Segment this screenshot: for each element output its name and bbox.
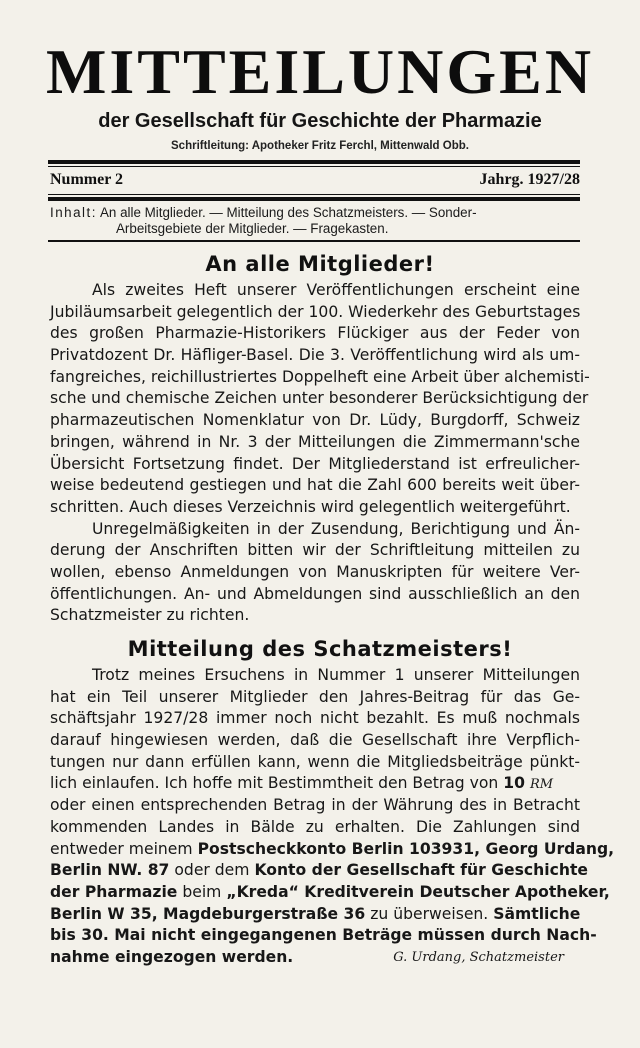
- text-segment: zu überweisen.: [370, 904, 489, 923]
- editor-line: Schriftleitung: Apotheker Fritz Ferchl, Mittenwald Obb.: [171, 140, 469, 152]
- signature: G. Urdang, Schatzmeister: [393, 949, 564, 965]
- text-line: Übersicht Fortsetzung findet. Der Mitgliederstand ist erfreulicher-: [50, 454, 580, 473]
- text-line: hat ein Teil unserer Mitglieder den Jahres-Beitrag für das Ge-: [50, 687, 580, 706]
- text-line: bringen, während in Nr. 3 der Mitteilungen die Zimmermann'sche: [50, 432, 580, 451]
- section-heading: Mitteilung des Schatzmeisters!: [127, 637, 513, 661]
- text-line: [50, 839, 615, 861]
- text-line: derung der Anschriften bitten wir der Schriftleitung mitteilen zu: [50, 541, 580, 560]
- text-line: Trotz meines Ersuchens in Nummer 1 unserer Mitteilungen: [92, 666, 580, 684]
- text-segment: nahme eingezogen werden.: [50, 947, 294, 966]
- text-line: wollen, ebenso Anmeldungen von Manuskripten für weitere Ver-: [50, 562, 580, 581]
- issue-number: Nummer 2: [50, 171, 124, 188]
- text-line: oder einen entsprechenden Betrag in der Währung des in Betracht: [50, 796, 580, 815]
- text-line: des großen Pharmazie-Historikers Flückiger aus der Feder von: [50, 324, 580, 343]
- text-line: kommenden Landes in Bälde zu erhalten. Die Zahlungen sind: [50, 817, 580, 836]
- account-line: Konto der Gesellschaft für Geschichte: [254, 861, 588, 880]
- bank-line: „Kreda“ Kreditverein Deutscher Apotheker,: [226, 882, 610, 901]
- masthead-title: MITTEILUNGEN: [45, 36, 595, 107]
- section-body: [50, 280, 590, 627]
- issue-year: Jahrg. 1927/28: [479, 171, 580, 188]
- text-line: schäftsjahr 1927/28 immer noch nicht bezahlt. Es muß nochmals: [50, 709, 580, 728]
- address-segment: Berlin W 35, Magdeburgerstraße 36: [50, 904, 366, 923]
- text-line: darauf hingewiesen werden, daß die Gesellschaft ihre Verpflich-: [50, 731, 580, 750]
- text-line: Schatzmeister zu richten.: [50, 606, 250, 625]
- rule-mid-thin: [48, 194, 580, 195]
- text-line: weise bedeutend gestiegen und hat die Zahl 600 bereits weit über-: [50, 476, 580, 495]
- text-line: [50, 904, 580, 926]
- text-line: fangreiches, reichillustriertes Doppelheft eine Arbeit über alchemisti-: [50, 367, 590, 386]
- rule-contents: [48, 240, 580, 242]
- text-line: bis 30. Mai nicht eingegangenen Beträge müssen durch Nach-: [50, 926, 597, 945]
- closing-line: [50, 947, 580, 969]
- table-of-contents: [50, 205, 580, 237]
- text-line: öffentlichungen. An- und Abmeldungen sind ausschließlich an den: [50, 584, 580, 603]
- text-line: [50, 882, 610, 904]
- address-segment: Berlin NW. 87: [50, 861, 170, 880]
- text-segment: Sämtliche: [493, 904, 581, 923]
- text-line: schritten. Auch dieses Verzeichnis wird gelegentlich weitergeführt.: [50, 497, 571, 516]
- text-line: [50, 773, 580, 795]
- rule-top-thin: [48, 166, 580, 167]
- currency-symbol: RM: [529, 777, 554, 793]
- text-line: Als zweites Heft unserer Veröffentlichungen erscheint eine: [92, 281, 580, 299]
- masthead-subtitle: der Gesellschaft für Geschichte der Pharmazie: [98, 110, 542, 132]
- rule-top: [48, 160, 580, 164]
- text-line: Unregelmäßigkeiten in der Zusendung, Berichtigung und Än-: [92, 519, 580, 538]
- contents-line: Arbeitsgebiete der Mitglieder. — Fragekasten.: [116, 221, 389, 236]
- amount: 10: [503, 774, 525, 793]
- contents-line: An alle Mitglieder. — Mitteilung des Schatzmeisters. — Sonder-: [96, 205, 477, 220]
- text-line: Jubiläumsarbeit gelegentlich der 100. Wiederkehr des Geburtstages: [50, 302, 581, 321]
- text-segment: beim: [182, 882, 222, 901]
- text-line: tungen nur dann erfüllen kann, wenn die Mitgliedsbeiträge pünkt-: [50, 752, 580, 771]
- text-line: sche und chemische Zeichen unter besonderer Berücksichtigung der: [50, 389, 589, 408]
- text-line: [50, 860, 588, 882]
- text-segment: lich einlaufen. Ich hoffe mit Bestimmtheit den Betrag von: [50, 774, 499, 793]
- section-body: [50, 665, 615, 969]
- text-line: Privatdozent Dr. Häfliger-Basel. Die 3. Veröffentlichung wird als um-: [50, 346, 580, 365]
- rule-mid: [48, 197, 580, 201]
- text-segment: der Pharmazie: [50, 882, 178, 901]
- text-segment: entweder meinem: [50, 839, 193, 858]
- text-line: pharmazeutischen Nomenklatur von Dr. Lüdy, Burgdorff, Schweiz: [50, 411, 580, 430]
- contents-lead: Inhalt:: [50, 205, 97, 220]
- account-line: Postscheckkonto Berlin 103931, Georg Urdang,: [197, 839, 615, 858]
- issue-row: [50, 171, 580, 189]
- text-segment: oder dem: [174, 861, 250, 880]
- section-heading: An alle Mitglieder!: [205, 252, 435, 276]
